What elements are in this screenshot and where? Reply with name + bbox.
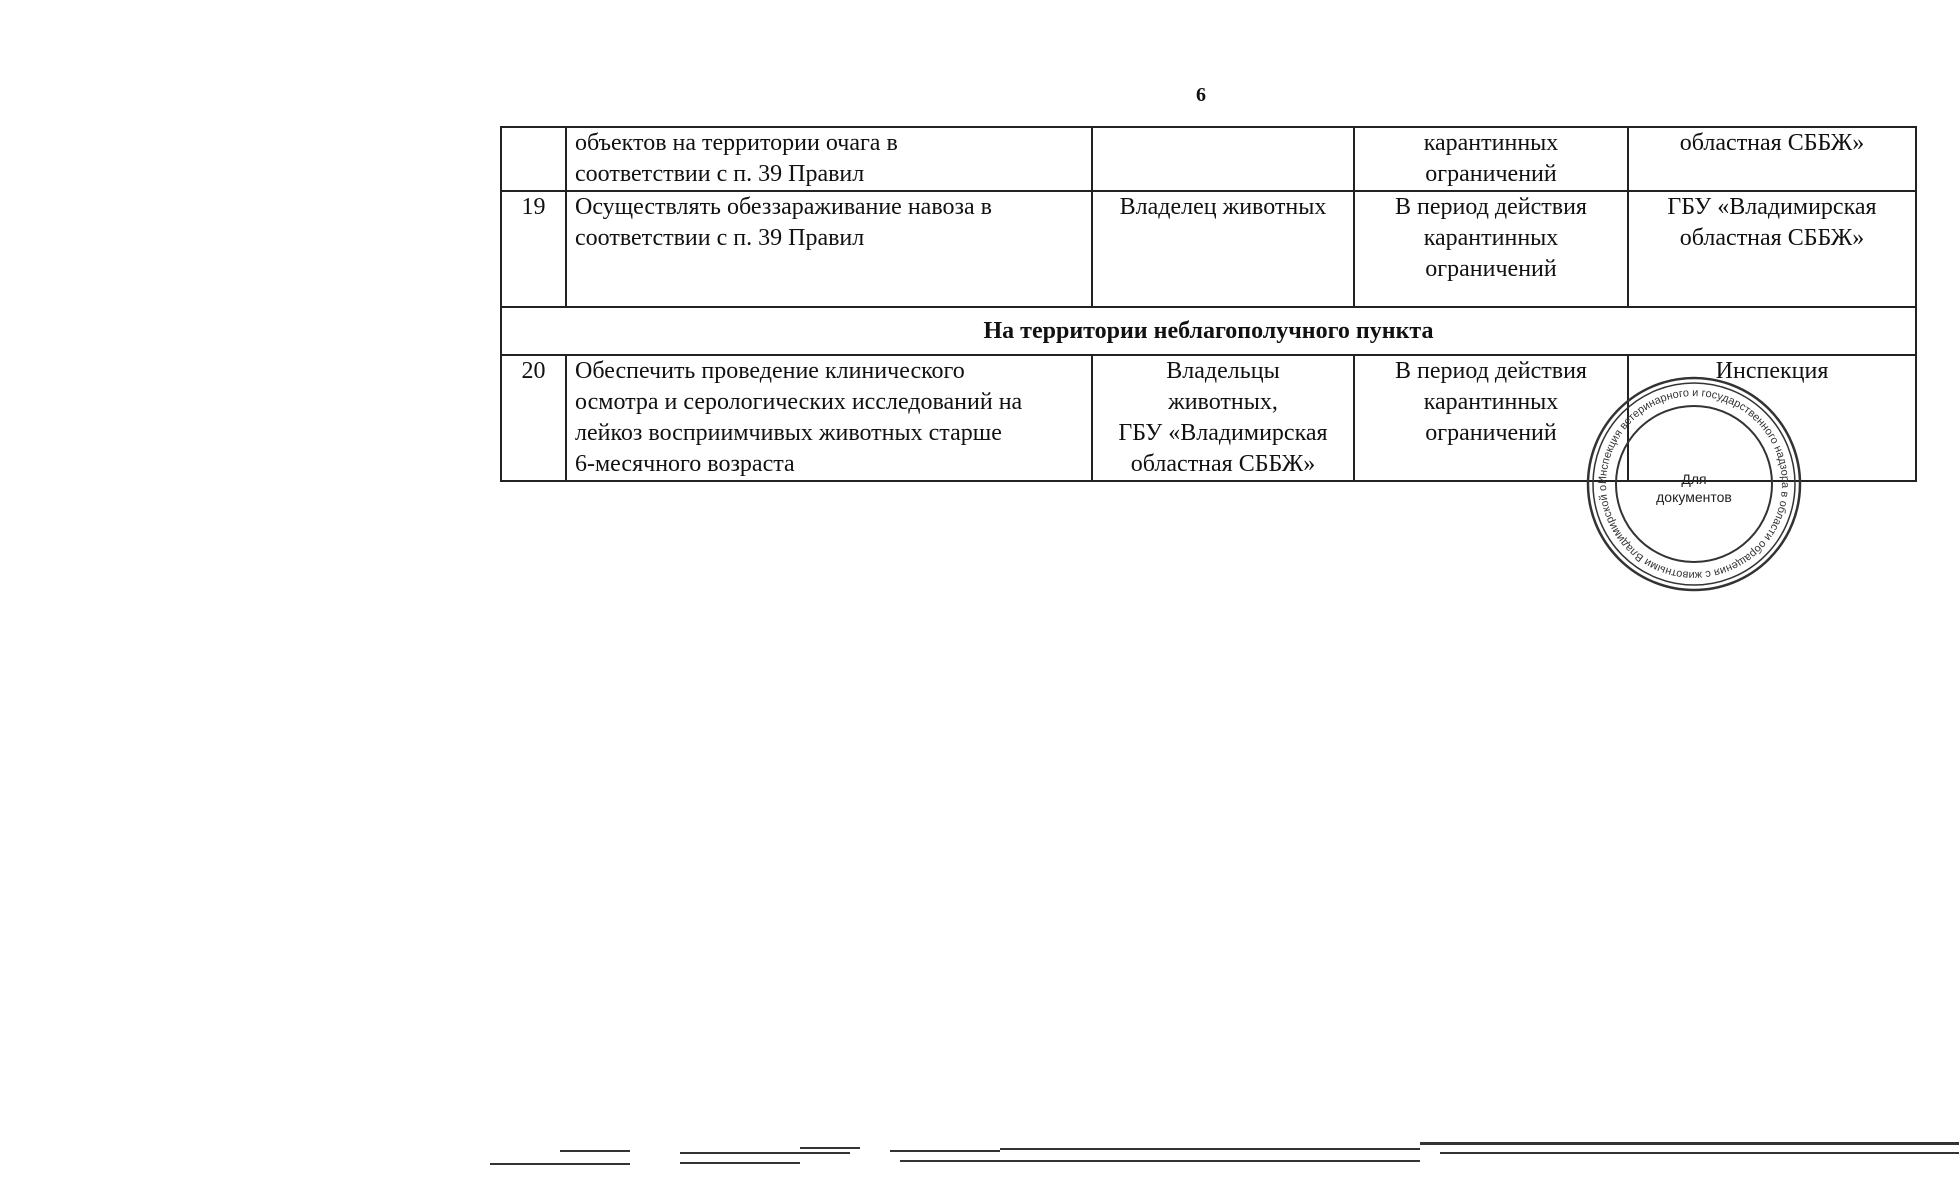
stamp-icon (1585, 375, 1803, 593)
scan-artifact (890, 1150, 1000, 1152)
cell-line: соответствии с п. 39 Правил (575, 225, 865, 251)
cell-line: ГБУ «Владимирская (1667, 194, 1877, 220)
stamp-center-line: документов (1656, 489, 1732, 505)
scan-artifact (560, 1150, 630, 1152)
scan-artifact (490, 1163, 630, 1165)
responsible-cell (1092, 191, 1354, 307)
cell-line: карантинных (1423, 130, 1559, 156)
cell-line: ГБУ «Владимирская (1118, 420, 1328, 446)
responsible-cell (1092, 355, 1354, 481)
scan-artifact (1000, 1148, 1420, 1150)
cell-line: областная СББЖ» (1679, 130, 1865, 156)
cell-line: ограничений (1425, 161, 1557, 187)
row-number: 19 (501, 191, 566, 307)
table-row (501, 127, 1916, 191)
row-number: 20 (501, 355, 566, 481)
cell-line: осмотра и серологических исследований на (575, 389, 1023, 415)
cell-line: животных, (1168, 389, 1278, 415)
cell-line: Осуществлять обеззараживание навоза в (575, 194, 992, 220)
cell-line: ограничений (1425, 420, 1557, 446)
scan-artifact (1440, 1152, 1959, 1154)
cell-line: Владелец животных (1119, 194, 1327, 220)
control-cell (1628, 127, 1916, 191)
page-number: 6 (1196, 84, 1206, 106)
cell-line: Владельцы (1166, 358, 1280, 384)
cell-line: соответствии с п. 39 Правил (575, 161, 865, 187)
deadline-cell (1354, 127, 1628, 191)
cell-line: ограничений (1425, 256, 1557, 282)
cell-line: В период действия (1395, 194, 1587, 220)
cell-line: лейкоз восприимчивых животных старше (575, 420, 1002, 446)
deadline-cell (1354, 191, 1628, 307)
row-number (501, 127, 566, 191)
cell-line: объектов на территории очага в (575, 130, 898, 156)
stamp-ring-text: Инспекция ветеринарного и государственного надзора в области обращения с животными Владимирской о (1596, 386, 1792, 582)
cell-line: карантинных (1423, 389, 1559, 415)
cell-line: областная СББЖ» (1679, 225, 1865, 251)
action-cell (566, 191, 1092, 307)
scan-artifact (800, 1147, 860, 1149)
section-row (501, 307, 1916, 355)
official-stamp (1585, 375, 1803, 593)
section-header: На территории неблагополучного пункта (501, 307, 1916, 355)
scan-artifact (680, 1152, 850, 1154)
control-cell (1628, 191, 1916, 307)
stamp-center-line: Для (1681, 471, 1707, 487)
cell-line: карантинных (1423, 225, 1559, 251)
action-cell (566, 127, 1092, 191)
cell-line: Инспекция (1715, 358, 1829, 384)
cell-line: 6-месячного возраста (575, 451, 795, 477)
table-row (501, 191, 1916, 307)
action-cell (566, 355, 1092, 481)
scan-artifact (1420, 1142, 1959, 1145)
scan-artifact (900, 1160, 1420, 1162)
scan-artifact (680, 1162, 800, 1164)
cell-line: Обеспечить проведение клинического (575, 358, 965, 384)
responsible-cell (1092, 127, 1354, 191)
cell-line: областная СББЖ» (1130, 451, 1316, 477)
cell-line: В период действия (1395, 358, 1587, 384)
